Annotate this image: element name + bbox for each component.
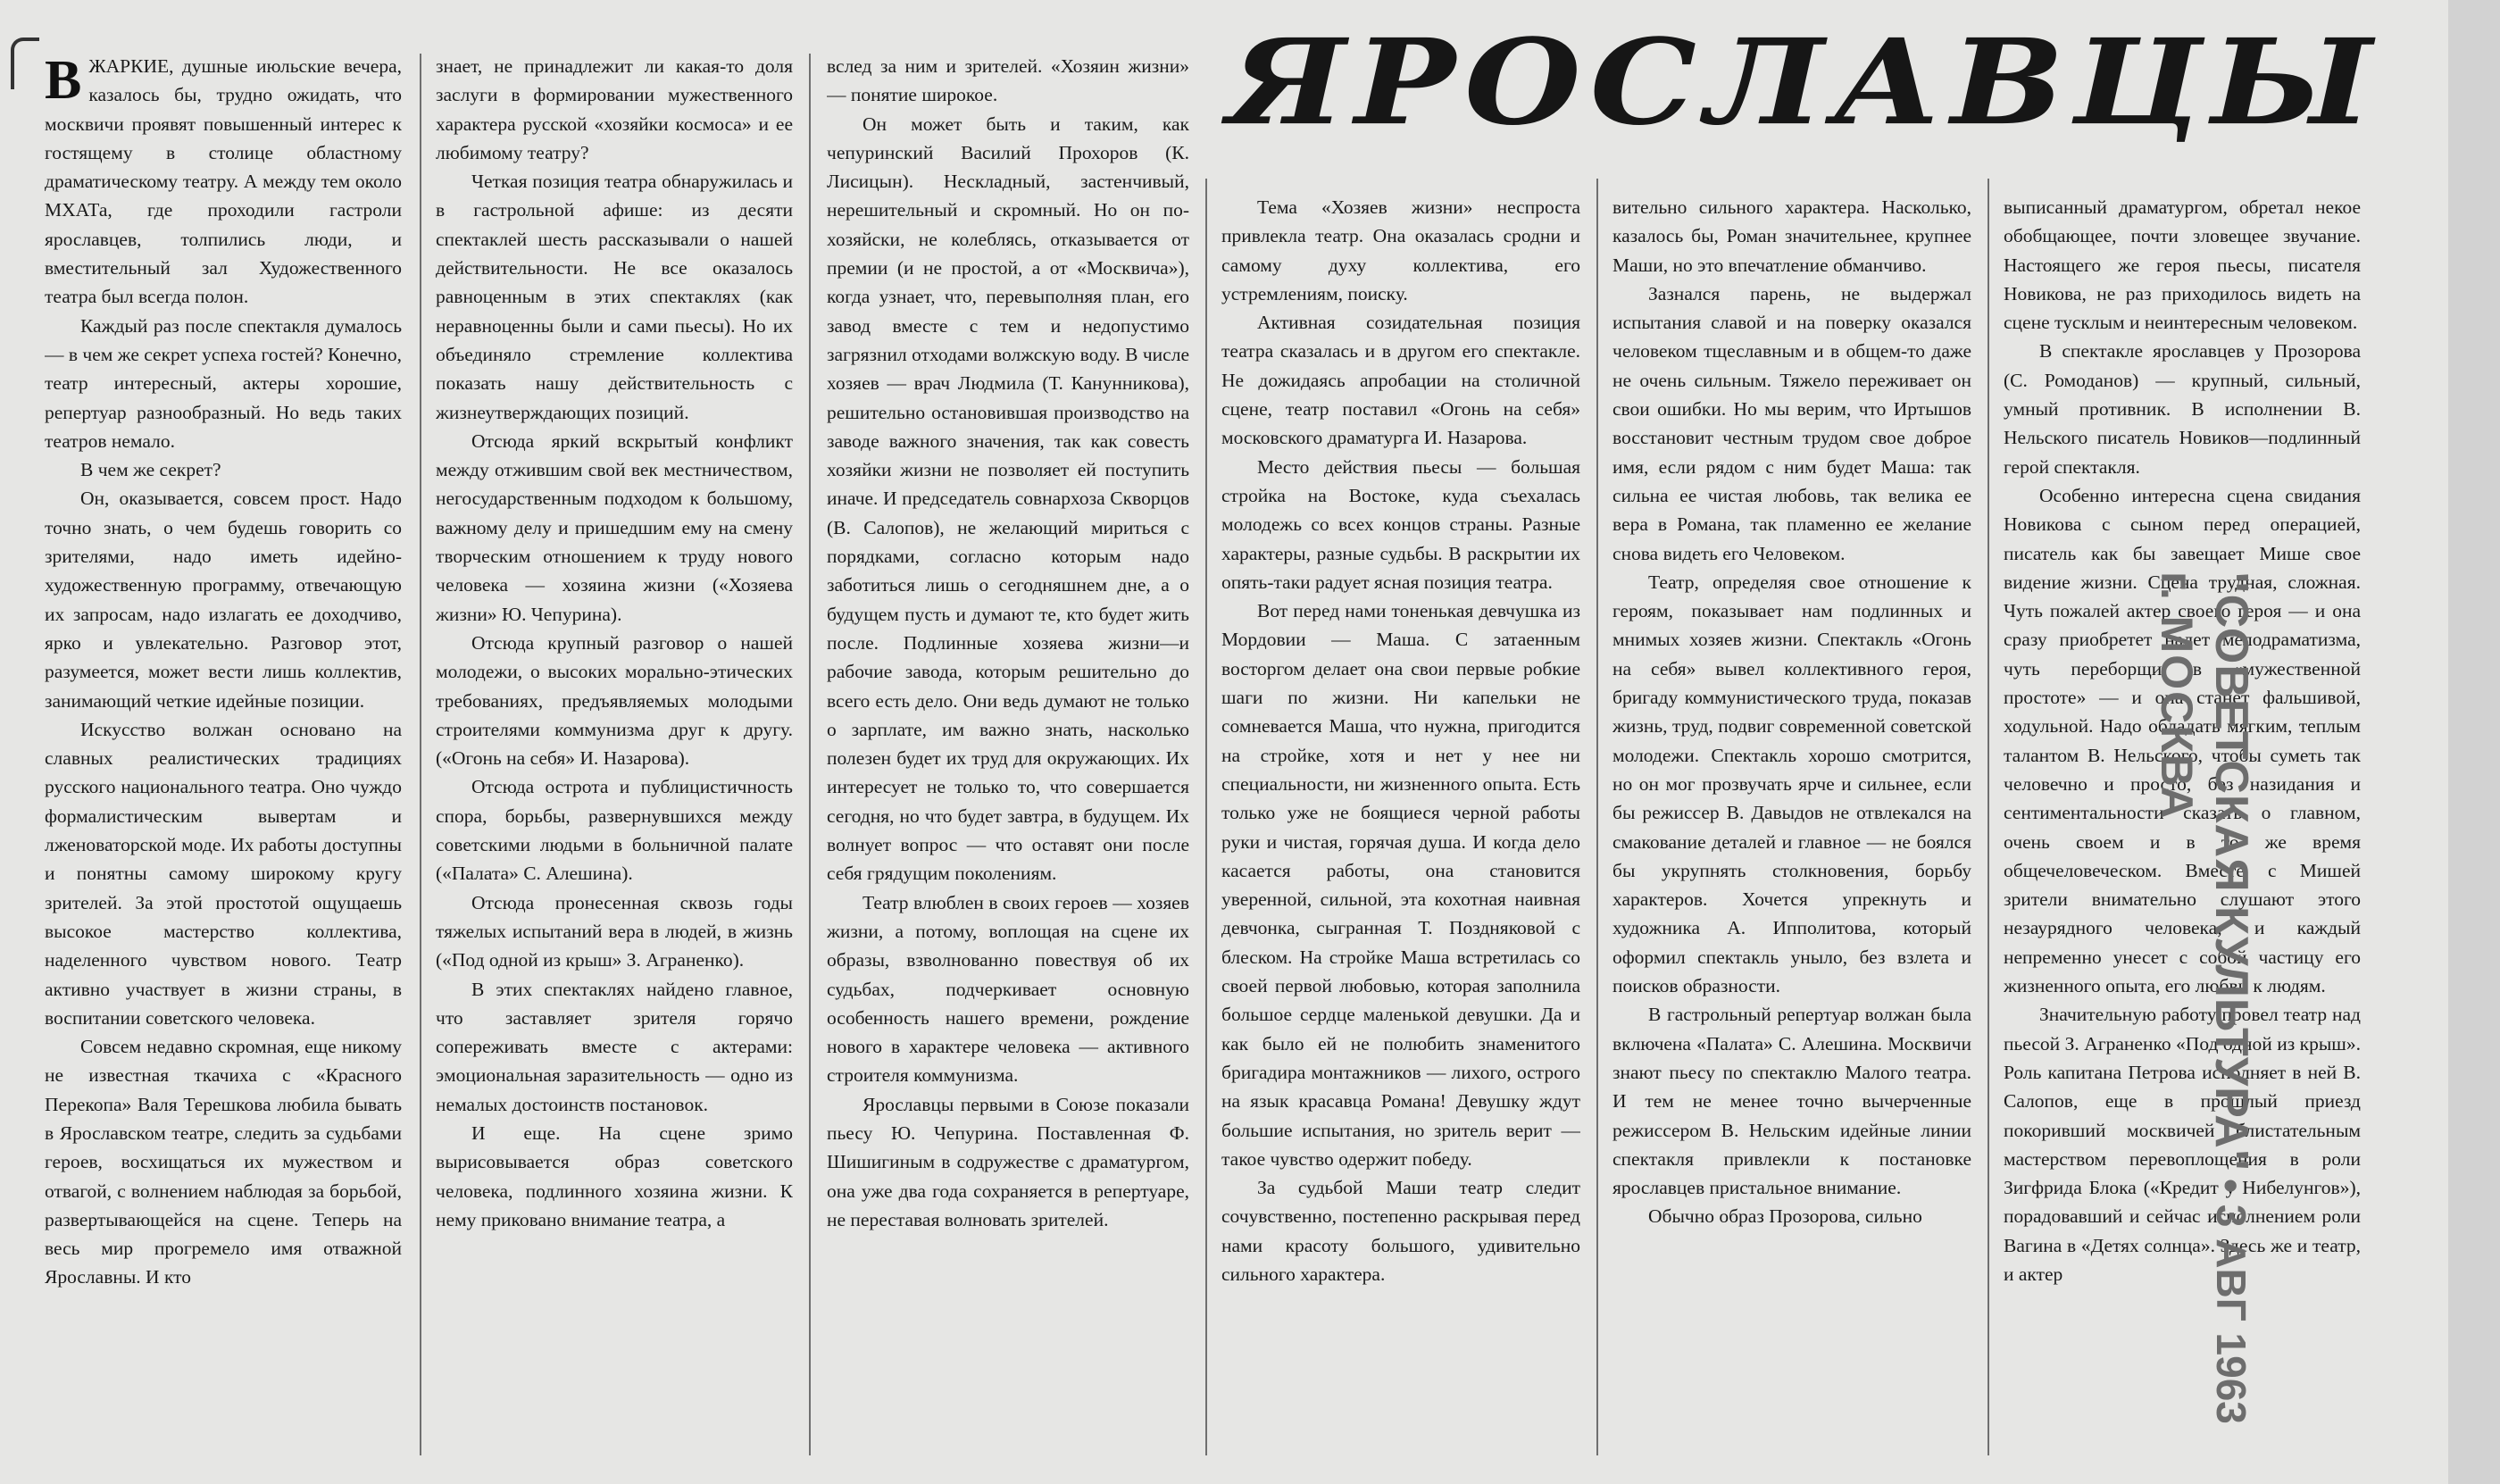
article-column-1 — [45, 52, 402, 1471]
paragraph: В гастрольный репертуар волжан была включена «Палата» С. Алешина. Москвичи знают пьесу по спектаклю Малого театра. И тем не менее точно вычерченные режиссером В. Нельским идейные линии спектакля привлекли к постановке ярославцев пристальное внимание. — [1612, 1004, 1971, 1199]
article-column-3 — [827, 52, 1189, 1471]
paragraph: знает, не принадлежит ли какая-то доля заслуги в формировании мужественного характера русской «хозяйки космоса» и ее любимому театру? — [436, 55, 793, 163]
paragraph: Четкая позиция театра обнаружилась и в гастрольной афише: из десяти спектаклей шесть рассказывали о нашей действительности. Не все оказалось равноценным в этих спектаклях (как неравноценны были и сами пьесы). Но их объединяло стремление коллектива показать нашу действительность с жизнеутверждающих позиций. — [436, 171, 793, 423]
paragraph: В чем же секрет? — [80, 459, 221, 481]
paragraph: Театр влюблен в своих героев — хозяев жизни, а потому, воплощая на сцене их образы, взволнованно повествуя об их судьбах, подчеркивает основную особенность нашего времени, рождение нового в характере человека — активного строителя коммунизма. — [827, 891, 1189, 1087]
paragraph: За судьбой Маши театр следит сочувственно, постепенно раскрывая перед нами красоту большого, удивительно сильного характера. — [1221, 1177, 1580, 1285]
drop-cap: В — [45, 52, 82, 111]
paragraph: В этих спектаклях найдено главное, что заставляет зрителя горячо сопереживать вместе с актерами: эмоциональная заразительность — одно из немалых достоинств постановок. — [436, 978, 793, 1115]
stamp-city: г. МОСКВА — [2152, 571, 2202, 821]
column-rule — [1205, 179, 1207, 1455]
paragraph: Тема «Хозяев жизни» неспроста привлекла театр. Она оказалась сродни и самому духу коллектива, его устремлениям, поиску. — [1221, 196, 1580, 304]
paragraph: Место действия пьесы — большая стройка на Востоке, куда съехалась молодежь со всех концов страны. Разные характеры, разные судьбы. В раскрытии их опять-таки радует ясная позиция театра. — [1221, 455, 1580, 593]
stamp-newspaper-name: "СОВЕТСКАЯ КУЛЬТУРА" — [2205, 571, 2257, 1172]
column-rule — [420, 54, 421, 1455]
paragraph: выписанный драматургом, обретал некое обобщающее, почти зловещее звучание. Настоящего же героя пьесы, писателя Новикова, не раз приходилось видеть на сцене тусклым и неинтересным человеком. — [2004, 196, 2361, 334]
paragraph: Искусство волжан основано на славных реалистических традициях русского национального театра. Оно чуждо формалистическим вывертам и лженоваторской моде. Их работы доступны и понятны самому широкому кругу зрителей. За этой простотой ощущаешь высокое мастерство коллектива, наделенного чувством нового. Театр активно участвует в жизни страны, в воспитании советского человека. — [45, 718, 402, 1029]
stamp-date: • 3 АВГ 1963 — [2208, 1179, 2254, 1424]
paragraph: Зазнался парень, не выдержал испытания славой и на поверку оказался человеком тщеславным и в общем-то даже не очень сильным. Тяжело переживает он свои ошибки. Но мы верим, что Иртышов восстановит честным трудом свое доброе имя, если рядом с ним будет Маша: так сильна ее чистая любовь, так велика ее вера в Романа, так пламенно ее желание снова видеть его Человеком. — [1612, 282, 1971, 564]
bracket-mark — [11, 38, 39, 89]
paragraph: Обычно образ Прозорова, сильно — [1648, 1205, 1922, 1228]
article-column-5 — [1612, 193, 1971, 1471]
archive-stamp — [2107, 571, 2259, 1484]
paragraph: Совсем недавно скромная, еще никому не известная ткачиха с «Красного Перекопа» Валя Терешкова любила бывать в Ярославском театре, следить за судьбами героев, восхищаться их мужеством и отвагой, с волнением наблюдая за борьбой, развертывающейся на сцене. Теперь на весь мир прогремело имя отважной Ярославны. И кто — [45, 1036, 402, 1288]
paragraph: вслед за ним и зрителей. «Хозяин жизни» — понятие широкое. — [827, 55, 1189, 106]
paragraph: Отсюда пронесенная сквозь годы тяжелых испытаний вера в людей, в жизнь («Под одной из крыш» З. Аграненко). — [436, 891, 793, 971]
paragraph: Отсюда яркий вскрытый конфликт между отжившим свой век местничеством, негосударственным подходом к большому, важному делу и пришедшим ему на смену творческим отношением к труду нового человека — хозяина жизни («Хозяева жизни» Ю. Чепурина). — [436, 429, 793, 625]
paragraph: И еще. На сцене зримо вырисовывается образ советского человека, подлинного хозяина жизни. К нему приковано внимание театра, а — [436, 1121, 793, 1230]
paragraph: Значительную работу провел театр над пьесой З. Аграненко «Под одной из крыш». Роль капитана Петрова исполняет в ней В. Салопов, еще в прошлый приезд покоривший москвичей блистательным мастерством перевоплощения в роли Зигфрида Блока («Кредит у Нибелунгов»), порадовавший и сейчас исполнением роли Вагина в «Детях солнца». Здесь же и театр, и актер — [2004, 1004, 2361, 1285]
paragraph: Активная созидательная позиция театра сказалась и в другом его спектакле. Не дожидаясь апробации на столичной сцене, театр поставил «Огонь на себя» московского драматурга И. Назарова. — [1221, 312, 1580, 449]
paragraph: Вот перед нами тоненькая девчушка из Мордовии — Маша. С затаенным восторгом делает она свои первые робкие шаги по жизни. Ни капельки не сомневается Маша, что нужна, пригодится на стройке, хотя и нет у нее ни специальности, ни жизненного опыта. Есть только уже не боящиеся черной работы руки и чистая, горячая душа. И когда дело касается работы, она становится уверенной, сильной, эта кохотная наивная девчонка, сыгранная Т. Поздняковой с блеском. На стройке Маша встретилась со своей первой любовью, которая заполнила большое сердце маленькой девушки. Да и как было ей не полюбить знаменитого бригадира монтажников — лихого, острого на язык красавца Романа! Девушку ждут большие испытания, но зритель верит — такое чувство одержит победу. — [1221, 600, 1580, 1170]
paragraph: Отсюда крупный разговор о нашей молодежи, о высоких морально-этических требованиях, предъявляемых молодыми строителями коммунизма друг к другу. («Огонь на себя» И. Назарова). — [436, 631, 793, 770]
column-rule — [1988, 179, 1989, 1455]
paragraph: вительно сильного характера. Насколько, казалось бы, Роман значительнее, крупнее Маши, но это впечатление обманчиво. — [1612, 196, 1971, 276]
column-rule — [809, 54, 811, 1455]
paragraph: Он может быть и таким, как чепуринский Василий Прохоров (К. Лисицын). Нескладный, застенчивый, нерешительный и скромный. Но он по-хозяйски, не колеблясь, отказывается от премии (и не простой, а от «Москвича»), когда узнает, что, перевыполняя план, его завод вместе с тем и недопустимо загрязнил отходами волжскую воду. В числе хозяев — врач Людмила (Т. Канунникова), решительно остановившая производство на заводе важного значения, так как совесть хозяйки жизни не позволяет ей поступить иначе. И председатель совнархоза Скворцов (В. Салопов), не желающий мириться с порядками, согласно которым надо заботиться лишь о сегодняшнем дне, а о будущем пусть и думают те, кто будет жить после. Подлинные хозяева жизни—и рабочие завода, которым решительно до всего есть дело. Они ведь думают не только о зарплате, им важно знать, насколько полезен будет их труд для окружающих. Их интересует не только то, что совершается сегодня, но что будет завтра, в будущем. Их волнует вопрос — что оставят они после себя грядущим поколениям. — [827, 113, 1189, 885]
paragraph: Особенно интересна сцена свидания Новикова с сыном перед операцией, писатель как бы завещает Мише свое видение жизни. Сцена трудная, сложная. Чуть пожалей актер своего героя — и она сразу приобретет налет мелодраматизма, чуть переборщи в «мужественной простоте» — и она станет фальшивой, ходульной. Надо обладать мягким, теплым талантом В. Нельского, чтобы суметь так человечно и просто, без назидания и сентиментальности сказать о главном, очень своем и в то же время общечеловеческом. Вместе с Мишей зрители внимательно слушают этого незаурядного человека, и каждый непременно унесет с собой частицу его жизненного опыта, его любви к людям. — [2004, 484, 2361, 997]
paragraph: Ярославцы первыми в Союзе показали пьесу Ю. Чепурина. Поставленная Ф. Шишигиным в содружестве с драматургом, она уже два года сохраняется в репертуаре, не переставая волновать зрителей. — [827, 1093, 1189, 1230]
paragraph: Театр, определяя свое отношение к героям, показывает нам подлинных и мнимых хозяев жизни. Спектакль «Огонь на себя» вывел коллективного героя, бригаду коммунистического труда, показав жизнь, труд, подвиг современной советской молодежи. Спектакль хорошо смотрится, но он мог прозвучать ярче и сильнее, если бы режиссер В. Давыдов не отвлекался на смакование деталей и главное — не боялся бы укрупнять столкновения, борьбу характеров. Хочется упрекнуть и художника А. Ипполитова, который оформил спектакль уныло, без взлета и поисков образности. — [1612, 571, 1971, 997]
paragraph: Отсюда острота и публицистичность спора, борьбы, развернувшихся между советскими людьми в больничной палате («Палата» С. Алешина). — [436, 776, 793, 885]
paragraph: ЖАРКИЕ, душные июльские вечера, казалось бы, трудно ожидать, что москвичи проявят повышенный интерес к гостящему в столице областному драматическому театру. А между тем около МХАТа, где проходили гастроли ярославцев, толпились люди, и вместительный зал Художественного театра был всегда полон. — [45, 55, 402, 308]
headline: ЯРОСЛАВЦЫ — [1228, 13, 2381, 152]
article-column-2 — [436, 52, 793, 1471]
paragraph: Он, оказывается, совсем прост. Надо точно знать, о чем будешь говорить со зрителями, надо иметь идейно-художественную программу, отвечающую их запросам, надо излагать ее доходчиво, ярко и увлекательно. Разговор этот, разумеется, может вести лишь коллектив, занимающий четкие идейные позиции. — [45, 488, 402, 712]
article-column-4 — [1221, 193, 1580, 1471]
column-rule — [1596, 179, 1598, 1455]
scan-margin — [2448, 0, 2500, 1484]
paragraph: В спектакле ярославцев у Прозорова (С. Ромоданов) — крупный, сильный, умный противник. В исполнении В. Нельского писатель Новиков—подлинный герой спектакля. — [2004, 340, 2361, 478]
paragraph: Каждый раз после спектакля думалось — в чем же секрет успеха гостей? Конечно, театр интересный, актеры хорошие, репертуар разнообразный. Но ведь таких театров немало. — [45, 314, 402, 452]
